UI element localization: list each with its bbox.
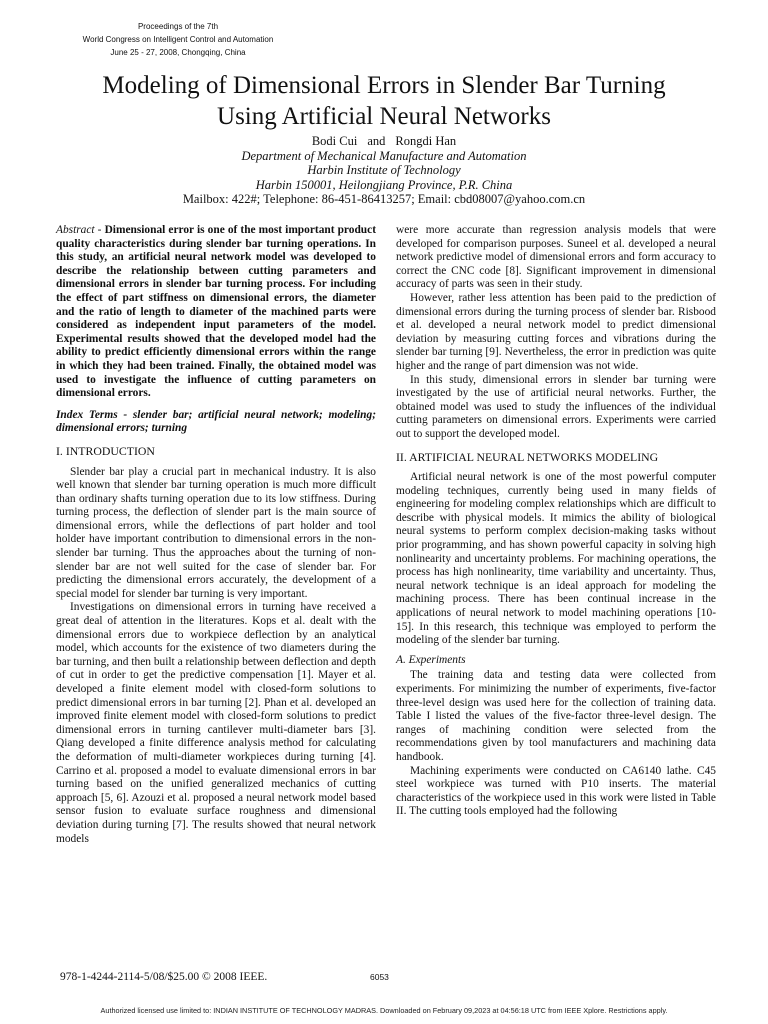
author-2: Rongdi Han bbox=[395, 134, 457, 148]
proceedings-line-3: June 25 - 27, 2008, Chongqing, China bbox=[110, 48, 246, 57]
right-paragraph-3: In this study, dimensional errors in slender bar turning were investigated by the use of artificial neural networks. Further, the obtained model was used to study the influences of the individual cutting parameters on dimensional errors. Experiments were carried out to support the developed model. bbox=[396, 373, 716, 440]
section-heading-ann: II. ARTIFICIAL NEURAL NETWORKS MODELING bbox=[396, 449, 659, 464]
section-heading-introduction: I. INTRODUCTION bbox=[56, 443, 155, 458]
author-contact: Mailbox: 422#; Telephone: 86-451-86413257; Email: cbd08007@yahoo.com.cn bbox=[182, 192, 586, 206]
intro-paragraph-2: Investigations on dimensional errors in turning have received a great deal of attention in the literatures. Kops et al. dealt with the dimensional errors due to workpiece deflection by an analytical model, which accounts for the existence of two diameters during the bar turning, and then built a relationship between deflection and depth of cut in order to get the predictive compensation [1]. Mayer et al. developed a finite element model with closed-form solutions to predict dimensional errors in bar turning [2]. Phan et al. developed an improved finite element model with closed-form solutions to predict dimensional errors in turning cantilever multi-diameter bars [3]. Qiang developed a finite difference analysis method for calculating the deformation of multi-diameter workpieces during turning [4]. Carrino et al. proposed a model to evaluate dimensional errors in bar turning based on the unified generalized mechanics of cutting approach [5, 6]. Azouzi et al. proposed a neural network model based sensor fusion to evaluate surface roughness and dimensional deviation during turning [7]. The results showed that neural network models bbox=[56, 601, 376, 845]
right-column bbox=[396, 224, 716, 819]
proceedings-line-2: World Congress on Intelligent Control and Automation bbox=[82, 35, 274, 44]
author-block bbox=[40, 134, 728, 207]
title-line-2: Using Artificial Neural Networks bbox=[217, 103, 551, 130]
experiments-paragraph-1: The training data and testing data were collected from experiments. For minimizing the number of experiments, five-factor three-level design was used here for the collection of training data. Table I listed the values of the five-factor three-level design. The ranges of machining condition were selected from the recommendations given by tool manufacturers and machining data handbook. bbox=[396, 669, 716, 763]
author-address: Harbin 150001, Heilongjiang Province, P.R. China bbox=[255, 177, 513, 192]
left-column bbox=[56, 224, 376, 846]
page-number: 6053 bbox=[370, 972, 389, 982]
abstract-label: Abstract - bbox=[56, 224, 102, 236]
right-paragraph-2: However, rather less attention has been paid to the prediction of dimensional errors during the turning process of slender bar. Risbood et al. developed a neural network model to predict dimensional deviation by measuring cutting forces and vibrations during the slender bar turning [9]. Nevertheless, the error in prediction was quite higher and the range of part dimension was not wide. bbox=[396, 291, 716, 372]
copyright-line: 978-1-4244-2114-5/08/$25.00 © 2008 IEEE. bbox=[60, 971, 268, 983]
proceedings-line-1: Proceedings of the 7th bbox=[137, 22, 219, 31]
author-1: Bodi Cui bbox=[311, 134, 358, 148]
title-line-1: Modeling of Dimensional Errors in Slender Bar Turning bbox=[102, 72, 666, 99]
index-terms: Index Terms - slender bar; artificial neural network; modeling; dimensional errors; turning bbox=[56, 408, 376, 435]
paper-title bbox=[40, 70, 728, 132]
ann-paragraph-1: Artificial neural network is one of the most powerful computer modeling techniques, currently being used in many fields of engineering for modeling complex relationships which are difficult to describe with physical models. It mimics the ability of biological neural systems to perform complex decision-making tasks without prior programming, and has shown powerful capacity in solving high nonlinearity and uncertainty problems. For machining operations, the process has high nonlinearity, time variability and uncertainty. Thus, neural network technique is an ideal approach for modeling the machining process. There has been continual increase in the applications of neural network to model machining operations [10-15]. In this research, this technique was employed to perform the modeling of the slender bar turning. bbox=[396, 471, 716, 647]
author-institute: Harbin Institute of Technology bbox=[307, 163, 461, 177]
proceedings-header bbox=[60, 20, 296, 59]
experiments-paragraph-2: Machining experiments were conducted on CA6140 lathe. C45 steel workpiece was turned with P10 inserts. The material characteristics of the workpiece used in this work were listed in Table II. The cutting tools employed had the following bbox=[396, 764, 716, 818]
author-conjunction: and bbox=[367, 134, 386, 148]
author-department: Department of Mechanical Manufacture and Automation bbox=[241, 148, 527, 163]
abstract bbox=[56, 224, 376, 401]
abstract-text: Dimensional error is one of the most important product quality characteristics during slender bar turning operations. In this study, an artificial neural network model was developed to describe the relationship between cutting parameters and dimensional errors in slender bar turning process. For including the effect of part stiffness on dimensional errors, the diameter and the ratio of length to diameter of the machined parts were considered as independent input parameters of the model. Experimental results showed that the developed model had the ability to predict efficiently dimensional errors within the range in which they had been trained. Finally, the obtained model was used to investigate the influence of cutting parameters on dimensional errors. bbox=[56, 224, 376, 400]
subsection-heading-experiments: A. Experiments bbox=[396, 653, 466, 666]
author-names bbox=[40, 134, 728, 149]
intro-paragraph-1: Slender bar play a crucial part in mechanical industry. It is also well known that slender bar turning operation is much more difficult than ordinary shafts turning operation due to its low stiffness. During turning process, the deflection of slender part is the main source of dimensional errors, while the deflections of part holder and tool holder have important contribution to dimensional errors in the non-slender bar turning. Thus the approaches about the turning of non-slender bar are not well suited for the case of slender bar. For predicting the dimensional errors accurately, the development of a special model for slender bar turning is very important. bbox=[56, 465, 376, 600]
right-paragraph-1: were more accurate than regression analysis models that were developed for comparison purposes. Suneel et al. developed a neural network predictive model of dimensional errors and form accuracy to correct the CNC code [8]. Significant improvement in dimensional accuracy of parts was seen in their study. bbox=[396, 224, 716, 291]
license-notice: Authorized licensed use limited to: INDIAN INSTITUTE OF TECHNOLOGY MADRAS. Downloaded on February 09,2023 at 04:56:18 UTC from IEEE Xplore. Restrictions apply. bbox=[100, 1006, 668, 1015]
